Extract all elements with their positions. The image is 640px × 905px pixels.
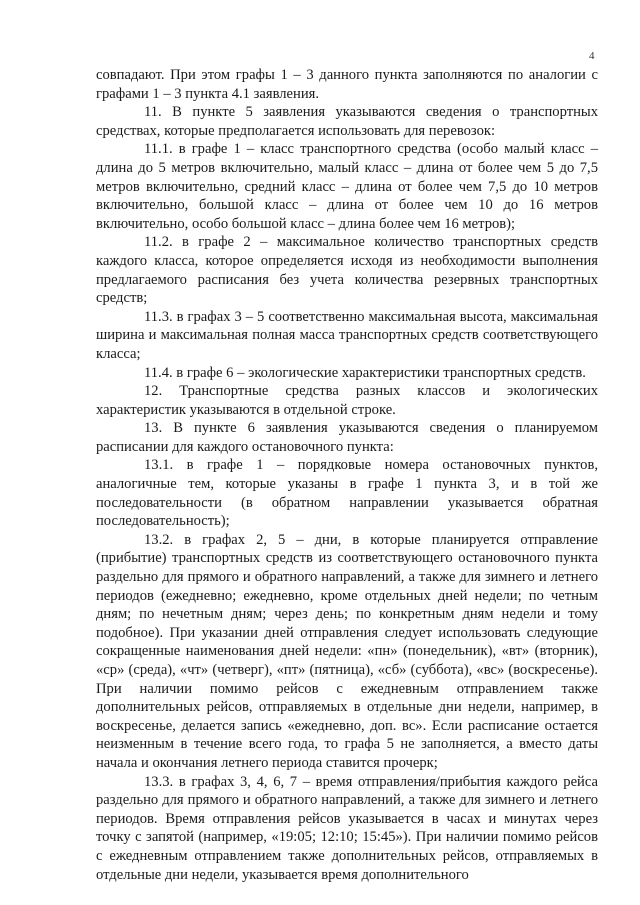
paragraph-13-2: 13.2. в графах 2, 5 – дни, в которые планируется отправление (прибытие) транспортных средств из соответствующего остановочного пункта раздельно для прямого и обратного направлений, а также для зимнего и летнего периодов (ежедневно; ежедневно, кроме отдельных дней недели; по четным дням; по нечетным дням; через день; по конкретным дням недели и тому подобное). При указании дней отправления следует использовать следующие сокращенные наименования дней недели: «пн» (понедельник), «вт» (вторник), «ср» (среда), «чт» (четверг), «пт» (пятница), «сб» (суббота), «вс» (воскресенье). При наличии помимо рейсов с ежедневным отправлением также дополнительных рейсов, отправляемых в отдельные дни недели, например, в воскресенье, делается запись «ежедневно, доп. вс». Если расписание остается неизменным в течение всего года, то графа 5 не заполняется, а вместо даты начала и окончания летнего периода ставится прочерк; <box>96 531 598 771</box>
paragraph-13-1: 13.1. в графе 1 – порядковые номера остановочных пунктов, аналогичные тем, которые указаны в графе 1 пункта 3, и в той же последовательности (в обратном направлении указывается обратная последовательность); <box>96 457 598 530</box>
paragraph-13-3: 13.3. в графах 3, 4, 6, 7 – время отправления/прибытия каждого рейса раздельно для прямого и обратного направлений, а также для зимнего и летнего периодов. Время отправления рейсов указывается в часах и минутах через точку с запятой (например, «19:05; 12:10; 15:45»). При наличии помимо рейсов с ежедневным отправлением также дополнительных рейсов, отправляемых в отдельные дни недели, указывается время дополнительного <box>96 773 598 883</box>
paragraph-11-1: 11.1. в графе 1 – класс транспортного средства (особо малый класс – длина до 5 метров включительно, малый класс – длина от более чем 5 до 7,5 метров включительно, средний класс – длина от более чем 7,5 до 10 метров включительно, большой класс – длина от более чем 10 до 16 метров включительно, особо большой класс – длина более чем 16 метров); <box>96 141 598 232</box>
paragraph-13: 13. В пункте 6 заявления указываются сведения о планируемом расписании для каждого остановочного пункта: <box>96 420 598 455</box>
paragraph-11: 11. В пункте 5 заявления указываются сведения о транспортных средствах, которые предполагается использовать для перевозок: <box>96 104 598 139</box>
paragraph-11-3: 11.3. в графах 3 – 5 соответственно максимальная высота, максимальная ширина и максимальная полная масса транспортных средств соответствующего класса; <box>96 308 598 362</box>
paragraph-continuation: совпадают. При этом графы 1 – 3 данного пункта заполняются по аналогии с графами 1 – 3 пункта 4.1 заявления. <box>96 67 598 102</box>
document-body <box>96 66 598 884</box>
paragraph-11-2: 11.2. в графе 2 – максимальное количество транспортных средств каждого класса, которое определяется исходя из необходимости выполнения предлагаемого расписания без учета количества резервных транспортных средств; <box>96 234 598 307</box>
paragraph-12: 12. Транспортные средства разных классов и экологических характеристик указываются в отдельной строке. <box>96 383 598 418</box>
page-number: 4 <box>589 50 595 62</box>
paragraph-11-4: 11.4. в графе 6 – экологические характеристики транспортных средств. <box>144 364 586 381</box>
